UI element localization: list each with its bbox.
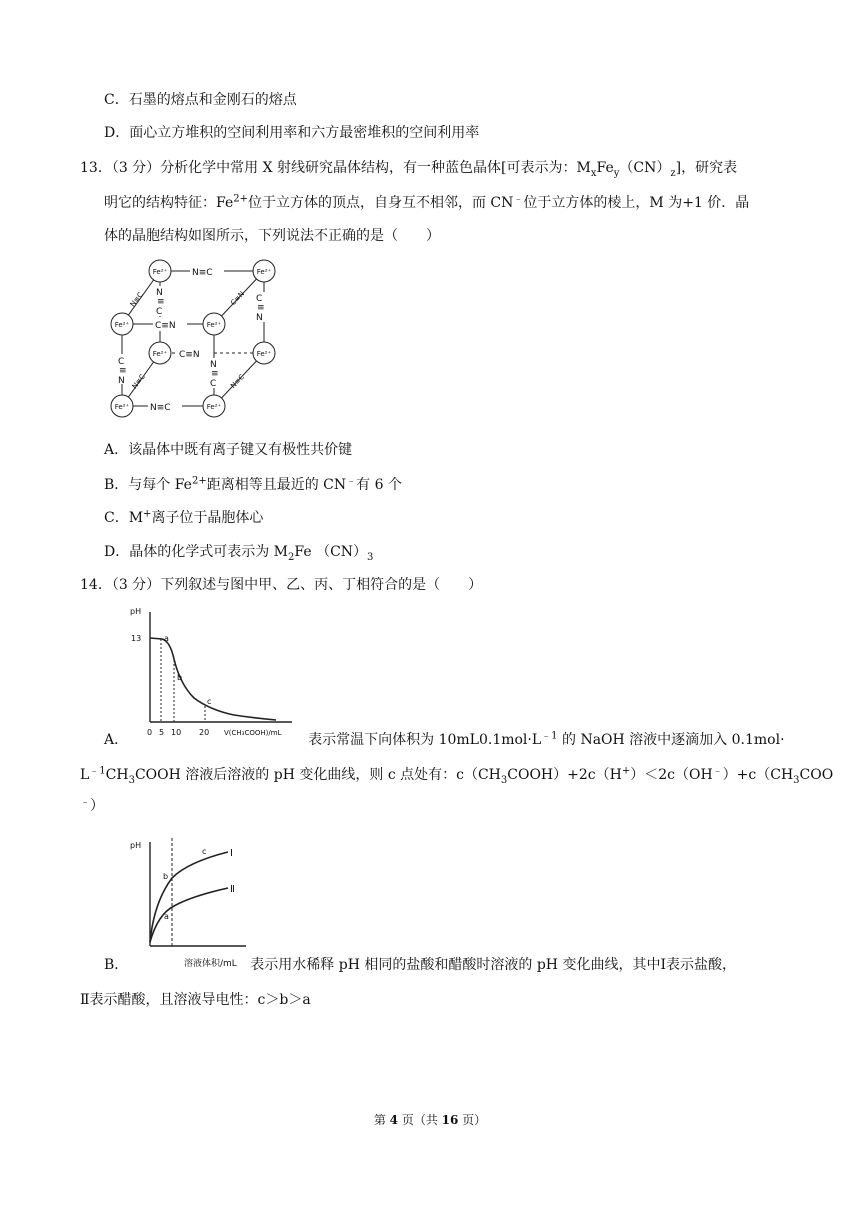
q13-text: 明它的结构特征：Fe: [104, 195, 234, 211]
q13-option-a: A．该晶体中既有离子键又有极性共价键: [104, 442, 353, 458]
titration-curve: [150, 638, 276, 720]
option-text: COOH 溶液后溶液的 pH 变化曲线，则 c 点处有：c（CH: [134, 767, 501, 783]
option-text: ）＜2c（OH: [630, 767, 713, 783]
cn-label-top: N≡C: [192, 268, 213, 278]
q13-stem-line2: [104, 193, 749, 213]
option-text: ·: [780, 732, 785, 748]
cn-vertical-c2: C: [256, 294, 263, 304]
option-text: ·: [527, 732, 532, 748]
cn-vertical-eq4: ≡: [211, 369, 219, 379]
cn-diag-4: N≡C: [229, 372, 247, 390]
q13-number: 13．: [80, 160, 112, 176]
cn-vertical-n2: N: [256, 313, 263, 323]
x-tick: 10: [171, 728, 182, 737]
cn-label-mid: C≡N: [155, 321, 176, 331]
cn-diag-3: N≡C: [130, 372, 147, 391]
ph-titration-figure: [124, 604, 302, 742]
fe-label: Fe²⁺: [256, 350, 272, 358]
cn-vertical-n: N: [118, 376, 125, 386]
point-a-label: a: [164, 912, 169, 921]
x-axis-label: 溶液体积/mL: [184, 959, 237, 969]
point-c-label: c: [202, 847, 207, 856]
cn-vertical-eq3: ≡: [157, 297, 165, 307]
subscript: z: [670, 167, 676, 179]
cn-vertical-n3: N: [156, 288, 163, 298]
q12-option-c: C．石墨的熔点和金刚石的熔点: [104, 92, 297, 108]
page-number: 4: [389, 1113, 398, 1127]
q14-score: （3 分）: [111, 577, 161, 593]
q14-option-b-line2: Ⅱ表示醋酸，且溶液导电性：c＞b＞a: [80, 992, 311, 1008]
option-label: A．: [104, 732, 129, 748]
footer-text: 页（共: [398, 1113, 442, 1127]
superscript: 2+: [233, 193, 248, 205]
q14-option-a-line2: [80, 765, 833, 785]
q13-option-d: [104, 542, 373, 562]
y-axis-label: pH: [130, 607, 142, 616]
subscript: 3: [367, 551, 374, 563]
q13-text: ]，研究表: [675, 160, 738, 176]
cn-diag-2: C≡N: [229, 289, 247, 307]
fe-label: Fe²⁺: [114, 321, 130, 329]
q13-text: Fe: [596, 160, 614, 176]
option-text: D．晶体的化学式可表示为 M: [104, 544, 289, 560]
option-text: COOH）+2c（H: [507, 767, 622, 783]
footer-text: 第: [373, 1113, 390, 1127]
q14-option-a-line3: [80, 796, 104, 816]
superscript: 2+: [191, 475, 207, 487]
subscript: 3: [500, 774, 508, 786]
x-tick: 5: [159, 728, 165, 737]
y-axis-label: pH: [130, 841, 142, 850]
q14-option-a-line1: [104, 730, 785, 750]
superscript: +: [143, 508, 152, 520]
subscript: x: [590, 167, 597, 179]
crystal-cell-figure: [100, 256, 290, 428]
q14-option-b-line1: [104, 955, 736, 975]
option-text: L: [80, 767, 90, 783]
q14-stem: [80, 575, 482, 595]
curve-ii-label: Ⅱ: [230, 884, 235, 895]
option-text: ）: [90, 798, 104, 814]
cn-diag-1: N≡C: [128, 290, 145, 309]
superscript: ﹣: [513, 193, 524, 205]
superscript: +: [621, 765, 631, 777]
curve-i: [150, 852, 228, 942]
q13-score: （3 分）: [111, 160, 161, 176]
q13-text: 分析化学中常用 X 射线研究晶体结构，有一种蓝色晶体[可表示为：M: [160, 160, 591, 176]
curve-i-label: Ⅰ: [230, 848, 233, 859]
q13-text: 位于立方体的棱上，M 为+1 价．晶: [523, 195, 750, 211]
superscript: ﹣: [712, 765, 723, 777]
subscript: 2: [288, 551, 295, 563]
x-tick: 20: [199, 728, 210, 737]
option-text: C．M: [104, 510, 144, 526]
point-c-label: c: [207, 697, 212, 706]
option-text: ）+c（CH: [722, 767, 794, 783]
option-text: 距离相等且最近的 CN: [206, 477, 347, 493]
fe-label: Fe²⁺: [152, 350, 168, 358]
option-text: CH: [105, 767, 129, 783]
cn-label-bottom: N≡C: [150, 403, 171, 413]
cn-vertical-c3: C: [156, 307, 163, 317]
cn-vertical-c4: C: [210, 379, 217, 389]
option-text: 表示用水稀释 pH 相同的盐酸和醋酸时溶液的 pH 变化曲线，其中Ⅰ表示盐酸，: [250, 957, 736, 973]
fe-label: Fe²⁺: [152, 268, 168, 276]
q13-option-b: [104, 475, 402, 495]
q14-number: 14．: [80, 577, 112, 593]
option-text: Fe （CN）: [294, 544, 368, 560]
cn-vertical-eq2: ≡: [257, 303, 265, 313]
option-text: COO: [799, 767, 834, 783]
option-text: 有 6 个: [356, 477, 402, 493]
subscript: y: [613, 167, 620, 179]
subscript: 3: [793, 774, 800, 786]
x-tick: 0: [147, 728, 153, 737]
fe-label: Fe²⁺: [114, 403, 130, 411]
point-b-label: b: [177, 673, 183, 682]
superscript: ﹣1: [541, 730, 558, 742]
q13-text: （CN）: [619, 160, 671, 176]
subscript: 3: [128, 774, 135, 786]
x-axis-label: V(CH₃COOH)/mL: [224, 729, 282, 737]
option-label: B．: [104, 957, 129, 973]
option-text: 的 NaOH 溶液中逐滴加入 0.1mol: [557, 732, 781, 748]
q13-stem-line3: 体的晶胞结构如图所示，下列说法不正确的是（ ）: [104, 228, 440, 244]
q14-text: 下列叙述与图中甲、乙、丙、丁相符合的是（ ）: [160, 577, 483, 593]
option-text: 表示常温下向体积为 10mL0.1mol: [308, 732, 528, 748]
q12-option-d: D．面心立方堆积的空间利用率和六方最密堆积的空间利用率: [104, 125, 480, 141]
y-tick-13: 13: [131, 634, 142, 643]
option-text: L: [531, 732, 542, 748]
footer-text: 页）: [458, 1113, 487, 1127]
q13-stem-line1: [80, 158, 737, 178]
superscript: ﹣: [346, 475, 357, 487]
point-b-label: b: [163, 872, 169, 881]
superscript: ﹣1: [89, 765, 106, 777]
superscript: ﹣: [80, 796, 90, 808]
point-a-label: a: [164, 634, 169, 643]
cn-vertical-eq: ≡: [119, 366, 127, 376]
option-text: B．与每个 Fe: [104, 477, 192, 493]
page-total: 16: [441, 1113, 459, 1127]
dilution-ph-figure: [124, 834, 252, 974]
cn-vertical-n4: N: [210, 360, 217, 370]
cn-vertical-c: C: [118, 357, 125, 367]
q13-text: 位于立方体的顶点，自身互不相邻，而 CN: [247, 195, 514, 211]
fe-label: Fe²⁺: [206, 403, 222, 411]
cn-label-front: C≡N: [179, 350, 200, 360]
fe-label: Fe²⁺: [206, 321, 222, 329]
page-footer: [0, 1111, 860, 1128]
q13-option-c: [104, 508, 263, 528]
option-text: 离子位于晶胞体心: [151, 510, 264, 526]
fe-label: Fe²⁺: [256, 268, 272, 276]
